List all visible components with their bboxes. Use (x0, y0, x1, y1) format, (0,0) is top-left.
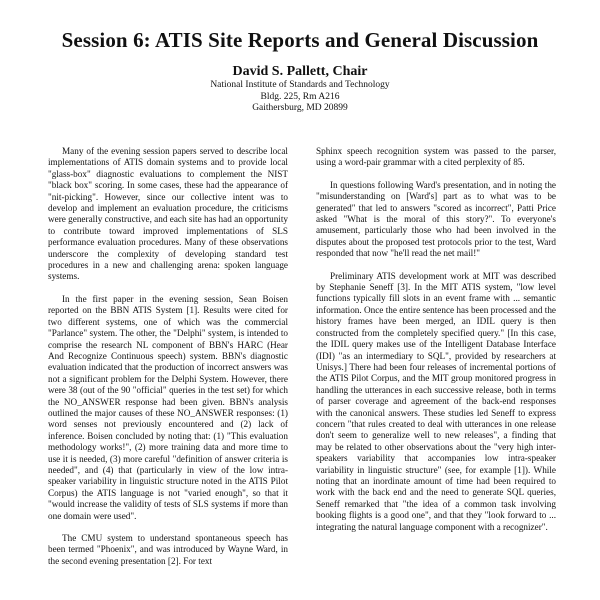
chair-name: David S. Pallett, Chair (232, 64, 368, 79)
paragraph: In questions following Ward's presentation, and in noting the "misunderstanding on [Ward's] part as to what was to be generated" that led to answers "scored as incorrect", Patti Price asked "What is the moral of this story?". To everyone's amusement, particularly those who had been involved in the disputes about the proposed test protocols prior to the test, Ward responded that now "he'll read the net mail!" (316, 179, 556, 259)
paragraph: Many of the evening session papers served to describe local implementations of ATIS domain systems and to provide local "glass-box" diagnostic evaluations to complement the NIST "black box" scoring. In some cases, these had the appearance of "nit-picking". However, since our collective intent was to develop and implement an evaluation procedure, the criticisms were generally constructive, and each site has had an opportunity to contribute toward improved implementations of SLS performance evaluation procedures. Many of these observations underscore the complexity of developing standard test procedures in a new and challenging arena: spoken language systems. (48, 146, 288, 282)
left-column (48, 146, 288, 578)
affiliation-block (0, 80, 600, 115)
paragraph: The CMU system to understand spontaneous speech has been termed "Phoenix", and was introduced by Wayne Ward, in the second evening presentation [2]. For text (48, 533, 288, 566)
affiliation-line: Bldg. 225, Rm A216 (260, 91, 340, 102)
paragraph: In the first paper in the evening session, Sean Boisen reported on the BBN ATIS System [1]. Results were cited for two different systems, one of which was the commercial "Parlance" system. The other, the "Delphi" system, is intended to comprise the research NL component of BBN's HARC (Hear And Recognize Continuous speech) system. BBN's diagnostic evaluation indicated that the production of incorrect answers was not a significant problem for the Delphi System. However, there were 38 (out of the 90 "official" queries in the test set) for which the NO_ANSWER response had been given. BBN's analysis outlined the major causes of these NO_ANSWER responses: (1) word senses not previously encountered and (2) lack of inference. Boisen concluded by noting that: (1) "This evaluation methodology works!", (2) more training data and more time to use it is needed, (3) more careful "definition of answer criteria is needed", and (4) that (particularly in view of the low intra-speaker variability in linguistic structure noted in the ATIS Pilot Corpus) the ATIS language is not "varied enough", so that it "would increase the validity of tests of SLS systems if more than one domain were used". (48, 293, 288, 521)
paragraph: Preliminary ATIS development work at MIT was described by Stephanie Seneff [3]. In the MIT ATIS system, "low level functions typically fill slots in an event frame with ... semantic information. Once the entire sentence has been processed and the history frames have been merged, an IDIL query is then constructed from the completely specified query." [In this case, the IDIL query makes use of the Intelligent Database Interface (IDI) "as an intermediary to SQL", provided by researchers at Unisys.] There had been four releases of incremental portions of the ATIS Pilot Corpus, and the MIT group monitored progress in handling the utterances in each successive release, both in terms of parser coverage and agreement of the back-end responses with the canonical answers. These studies led Seneff to express concern "that rules created to deal with utterances in one release don't seem to generalize well to new releases", a finding that may be related to other observations about the "very high inter-speakers variability that accompanies low intra-speaker variability in linguistic structure" (see, for example [1]). While noting that an inordinate amount of time had been required to work with the back end and the need to generate SQL queries, Seneff remarked that "the idea of a common task involving booking flights is a good one", and that they "look forward to ... integrating the natural language component with a recognizer". (316, 270, 556, 532)
paragraph: Sphinx speech recognition system was passed to the parser, using a word-pair grammar with a cited perplexity of 85. (316, 146, 556, 168)
session-title: Session 6: ATIS Site Reports and General Discussion (61, 28, 539, 52)
affiliation-line: National Institute of Standards and Technology (210, 80, 390, 90)
affiliation-line: Gaithersburg, MD 20899 (252, 103, 348, 113)
right-column (316, 146, 556, 544)
